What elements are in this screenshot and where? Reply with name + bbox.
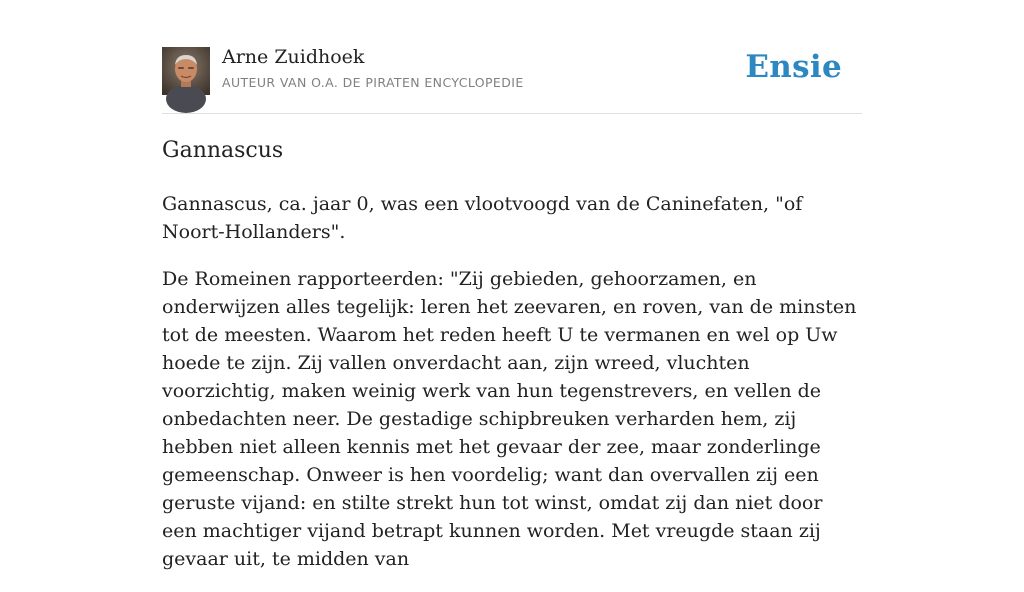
article-paragraph: Gannascus, ca. jaar 0, was een vlootvoogd van de Caninefaten, "of Noort-Hollanders".: [162, 193, 803, 243]
ensie-logo[interactable]: Ensie: [745, 49, 842, 85]
header-divider: [162, 113, 862, 114]
author-subtitle: AUTEUR VAN O.A. DE PIRATEN ENCYCLOPEDIE: [222, 75, 524, 90]
article-paragraph: De Romeinen rapporteerden: "Zij gebieden, gehoorzamen, en onderwijzen alles tegelijk: leren het zeevaren, en roven, van de minsten tot de meesten. Waarom het reden heeft U te vermanen en wel op Uw hoede te zijn. Zij vallen onverdacht aan, zijn wreed, vluchten voorzichtig, maken weinig werk van hun tegenstrevers, en vellen de onbedachten neer. De gestadige schipbreuken verharden hem, zij hebben niet alleen kennis met het gevaar der zee, maar zonderlinge gemeenschap. Onweer is hen voordelig; want dan overvallen zij een geruste vijand: en stilte strekt hun tot winst, omdat zij dan niet door een machtiger vijand betrapt kunnen worden. Met vreugde staan zij gevaar uit, te midden van: [162, 268, 857, 570]
author-header: [162, 44, 862, 114]
article-body: [162, 190, 862, 592]
article-card: [162, 0, 862, 570]
article-title: Gannascus: [162, 138, 284, 163]
author-avatar[interactable]: [162, 47, 210, 95]
avatar-portrait-icon: [162, 47, 210, 95]
author-name[interactable]: Arne Zuidhoek: [222, 46, 365, 68]
